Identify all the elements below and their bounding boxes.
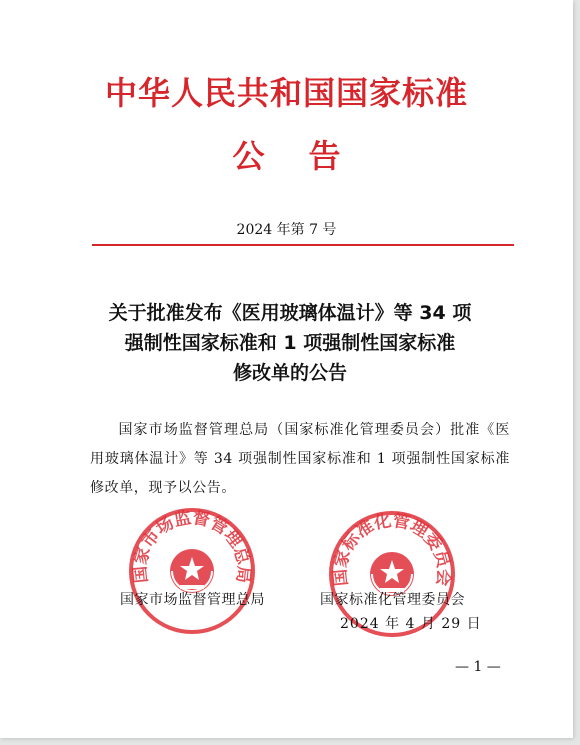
- notice-title-line-2: 强制性国家标准和 1 项强制性国家标准: [124, 332, 456, 354]
- notice-body-text: 国家市场监督管理总局（国家标准化管理委员会）批准《医用玻璃体温计》等 34 项强制性国家标准和 1 项强制性国家标准修改单，现予以公告。: [90, 422, 510, 496]
- document-header-title: 中华人民共和国国家标准: [104, 74, 468, 112]
- issuer-sac: 国家标准化管理委员会: [320, 592, 465, 608]
- seal-1-text: 国家市场监督管理总局: [130, 508, 254, 584]
- notice-title-line-1: 关于批准发布《医用玻璃体温计》等 34 项: [108, 302, 472, 324]
- page-number: — 1 —: [455, 659, 501, 675]
- notice-body: [90, 416, 510, 503]
- document-header-subtitle: 公告: [232, 137, 385, 175]
- issue-date: 2024 年 4 月 29 日: [340, 616, 482, 632]
- issuer-samr: 国家市场监督管理总局: [120, 592, 265, 608]
- notice-title: [60, 298, 520, 388]
- official-seal-1: [126, 505, 258, 637]
- seal-2-text: 国家标准化管理委员会: [330, 511, 454, 587]
- document-number: 2024 年第 7 号: [236, 222, 337, 238]
- red-divider: [92, 244, 514, 246]
- notice-title-line-3: 修改单的公告: [232, 362, 347, 384]
- national-emblem-icon: [170, 549, 214, 593]
